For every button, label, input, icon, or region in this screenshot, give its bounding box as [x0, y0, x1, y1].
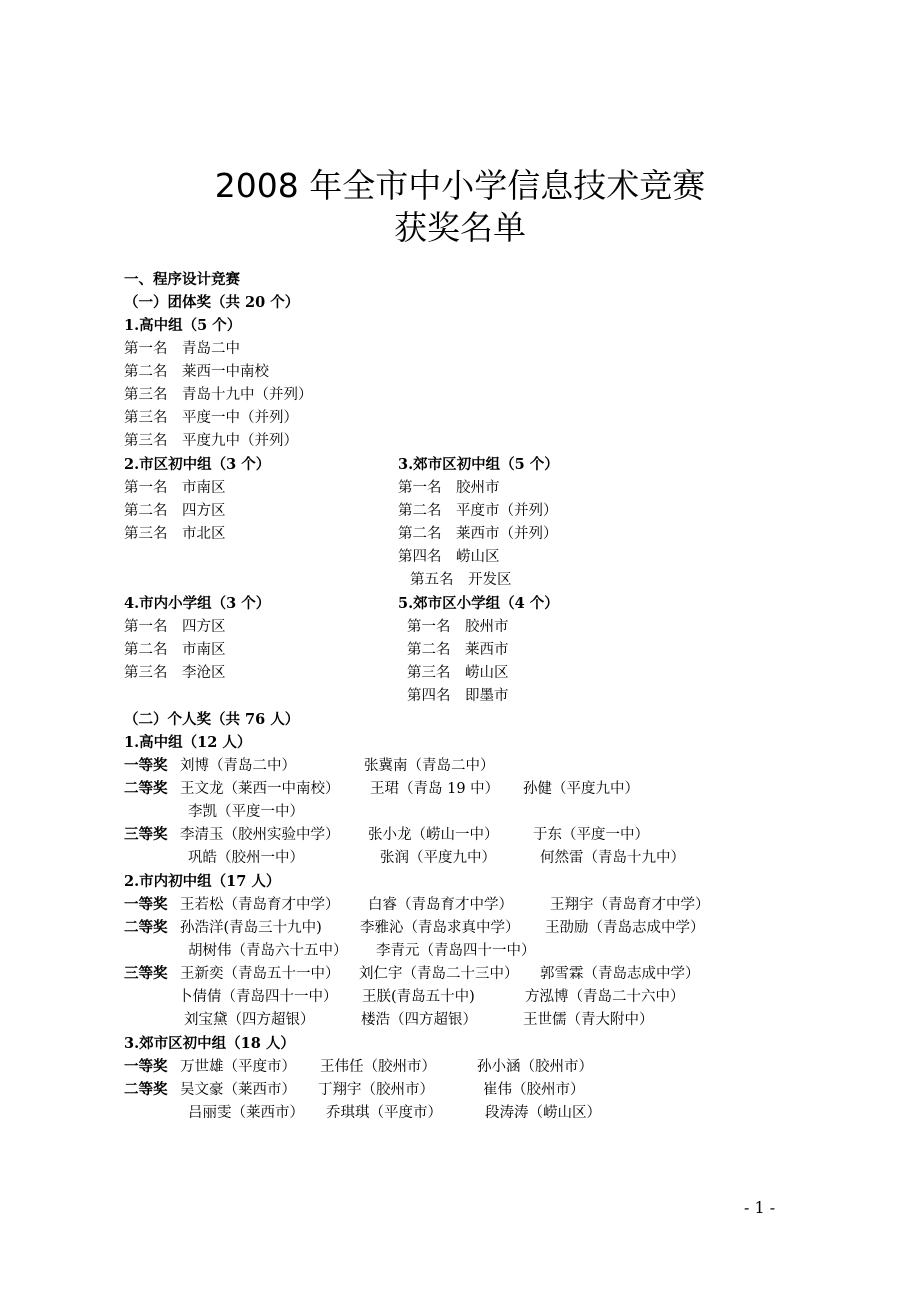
list-item: 第二名 莱西一中南校 [124, 364, 269, 380]
winner: 白睿（青岛育才中学） [368, 897, 513, 913]
winner: 郭雪霖（青岛志成中学） [540, 966, 700, 982]
winner: 何然雷（青岛十九中） [540, 850, 685, 866]
list-item: 第二名 莱西市（并列） [398, 526, 558, 542]
winner: 刘博（青岛二中） [180, 758, 296, 774]
high-school-team-heading: 1.高中组（5 个） [124, 317, 242, 334]
list-item: 第一名 四方区 [124, 619, 226, 635]
ind-urban-junior-heading: 2.市内初中组（17 人） [124, 873, 281, 890]
second-prize-label: 二等奖 [124, 780, 168, 797]
document-title-line2: 获奖名单 [394, 208, 526, 247]
winner: 王伟任（胶州市） [320, 1059, 436, 1075]
list-item: 第三名 青岛十九中（并列） [124, 387, 313, 403]
winner: 孙浩洋(青岛三十九中) [180, 920, 322, 936]
winner: 崔伟（胶州市） [483, 1082, 585, 1098]
ind-suburban-junior-heading: 3.郊市区初中组（18 人） [124, 1035, 295, 1052]
second-prize-label: 二等奖 [124, 919, 168, 936]
list-item: 第二名 四方区 [124, 503, 226, 519]
winner: 刘仁宇（青岛二十三中） [359, 966, 519, 982]
list-item: 第三名 李沧区 [124, 665, 226, 681]
suburban-primary-team-heading: 5.郊市区小学组（4 个） [398, 595, 559, 612]
winner: 王文龙（莱西一中南校） [180, 781, 340, 797]
winner: 胡树伟（青岛六十五中） [188, 943, 348, 959]
document-title-line1: 2008 年全市中小学信息技术竞赛 [214, 166, 706, 205]
winner: 李清玉（胶州实验中学） [180, 827, 340, 843]
winner: 王世儒（青大附中） [523, 1012, 654, 1028]
page-number: - 1 - [744, 1198, 776, 1217]
urban-junior-team-heading: 2.市区初中组（3 个） [124, 456, 271, 473]
winner: 吕丽雯（莱西市） [188, 1105, 304, 1121]
third-prize-label: 三等奖 [124, 965, 168, 982]
individual-award-heading: （二）个人奖（共 76 人） [124, 711, 300, 728]
suburban-junior-team-heading: 3.郊市区初中组（5 个） [398, 456, 559, 473]
ind-high-heading: 1.高中组（12 人） [124, 734, 252, 751]
winner: 于东（平度一中） [533, 827, 649, 843]
urban-primary-team-heading: 4.市内小学组（3 个） [124, 595, 271, 612]
first-prize-label: 一等奖 [124, 757, 168, 774]
winner: 张润（平度九中） [380, 850, 496, 866]
list-item: 第三名 平度一中（并列） [124, 410, 298, 426]
winner: 王朕(青岛五十中) [362, 989, 475, 1005]
winner: 王若松（青岛育才中学） [180, 897, 340, 913]
winner: 刘宝黛（四方超银） [184, 1012, 315, 1028]
winner: 段涛涛（崂山区） [485, 1105, 601, 1121]
winner: 乔琪琪（平度市） [326, 1105, 442, 1121]
winner: 张冀南（青岛二中） [364, 758, 495, 774]
second-prize-label: 二等奖 [124, 1081, 168, 1098]
first-prize-label: 一等奖 [124, 1058, 168, 1075]
winner: 孙小涵（胶州市） [477, 1059, 593, 1075]
list-item: 第二名 平度市（并列） [398, 503, 558, 519]
list-item: 第一名 胶州市 [398, 480, 500, 496]
winner: 吴文豪（莱西市） [180, 1082, 296, 1098]
winner: 李雅沁（青岛求真中学） [360, 920, 520, 936]
winner: 楼浩（四方超银） [361, 1012, 477, 1028]
team-award-heading: （一）团体奖（共 20 个） [124, 294, 300, 311]
list-item: 第二名 莱西市 [407, 642, 509, 658]
winner: 方泓博（青岛二十六中） [525, 989, 685, 1005]
winner: 王新奕（青岛五十一中） [180, 966, 340, 982]
winner: 张小龙（崂山一中） [368, 827, 499, 843]
list-item: 第四名 即墨市 [407, 688, 509, 704]
winner: 李凯（平度一中） [188, 804, 304, 820]
list-item: 第一名 青岛二中 [124, 341, 240, 357]
section-heading: 一、程序设计竞赛 [124, 271, 240, 288]
winner: 李青元（青岛四十一中） [376, 943, 536, 959]
list-item: 第一名 市南区 [124, 480, 226, 496]
winner: 王劭励（青岛志成中学） [545, 920, 705, 936]
list-item: 第三名 崂山区 [407, 665, 509, 681]
list-item: 第一名 胶州市 [407, 619, 509, 635]
winner: 孙健（平度九中） [523, 781, 639, 797]
third-prize-label: 三等奖 [124, 826, 168, 843]
first-prize-label: 一等奖 [124, 896, 168, 913]
winner: 万世雄（平度市） [180, 1059, 296, 1075]
winner: 丁翔宇（胶州市） [318, 1082, 434, 1098]
list-item: 第三名 市北区 [124, 526, 226, 542]
list-item: 第五名 开发区 [410, 572, 512, 588]
winner: 巩皓（胶州一中） [188, 850, 304, 866]
winner: 王翔宇（青岛育才中学） [550, 897, 710, 913]
list-item: 第三名 平度九中（并列） [124, 433, 298, 449]
list-item: 第二名 市南区 [124, 642, 226, 658]
winner: 王珺（青岛 19 中） [370, 781, 500, 797]
winner: 卜倩倩（青岛四十一中） [178, 989, 338, 1005]
list-item: 第四名 崂山区 [398, 549, 500, 565]
